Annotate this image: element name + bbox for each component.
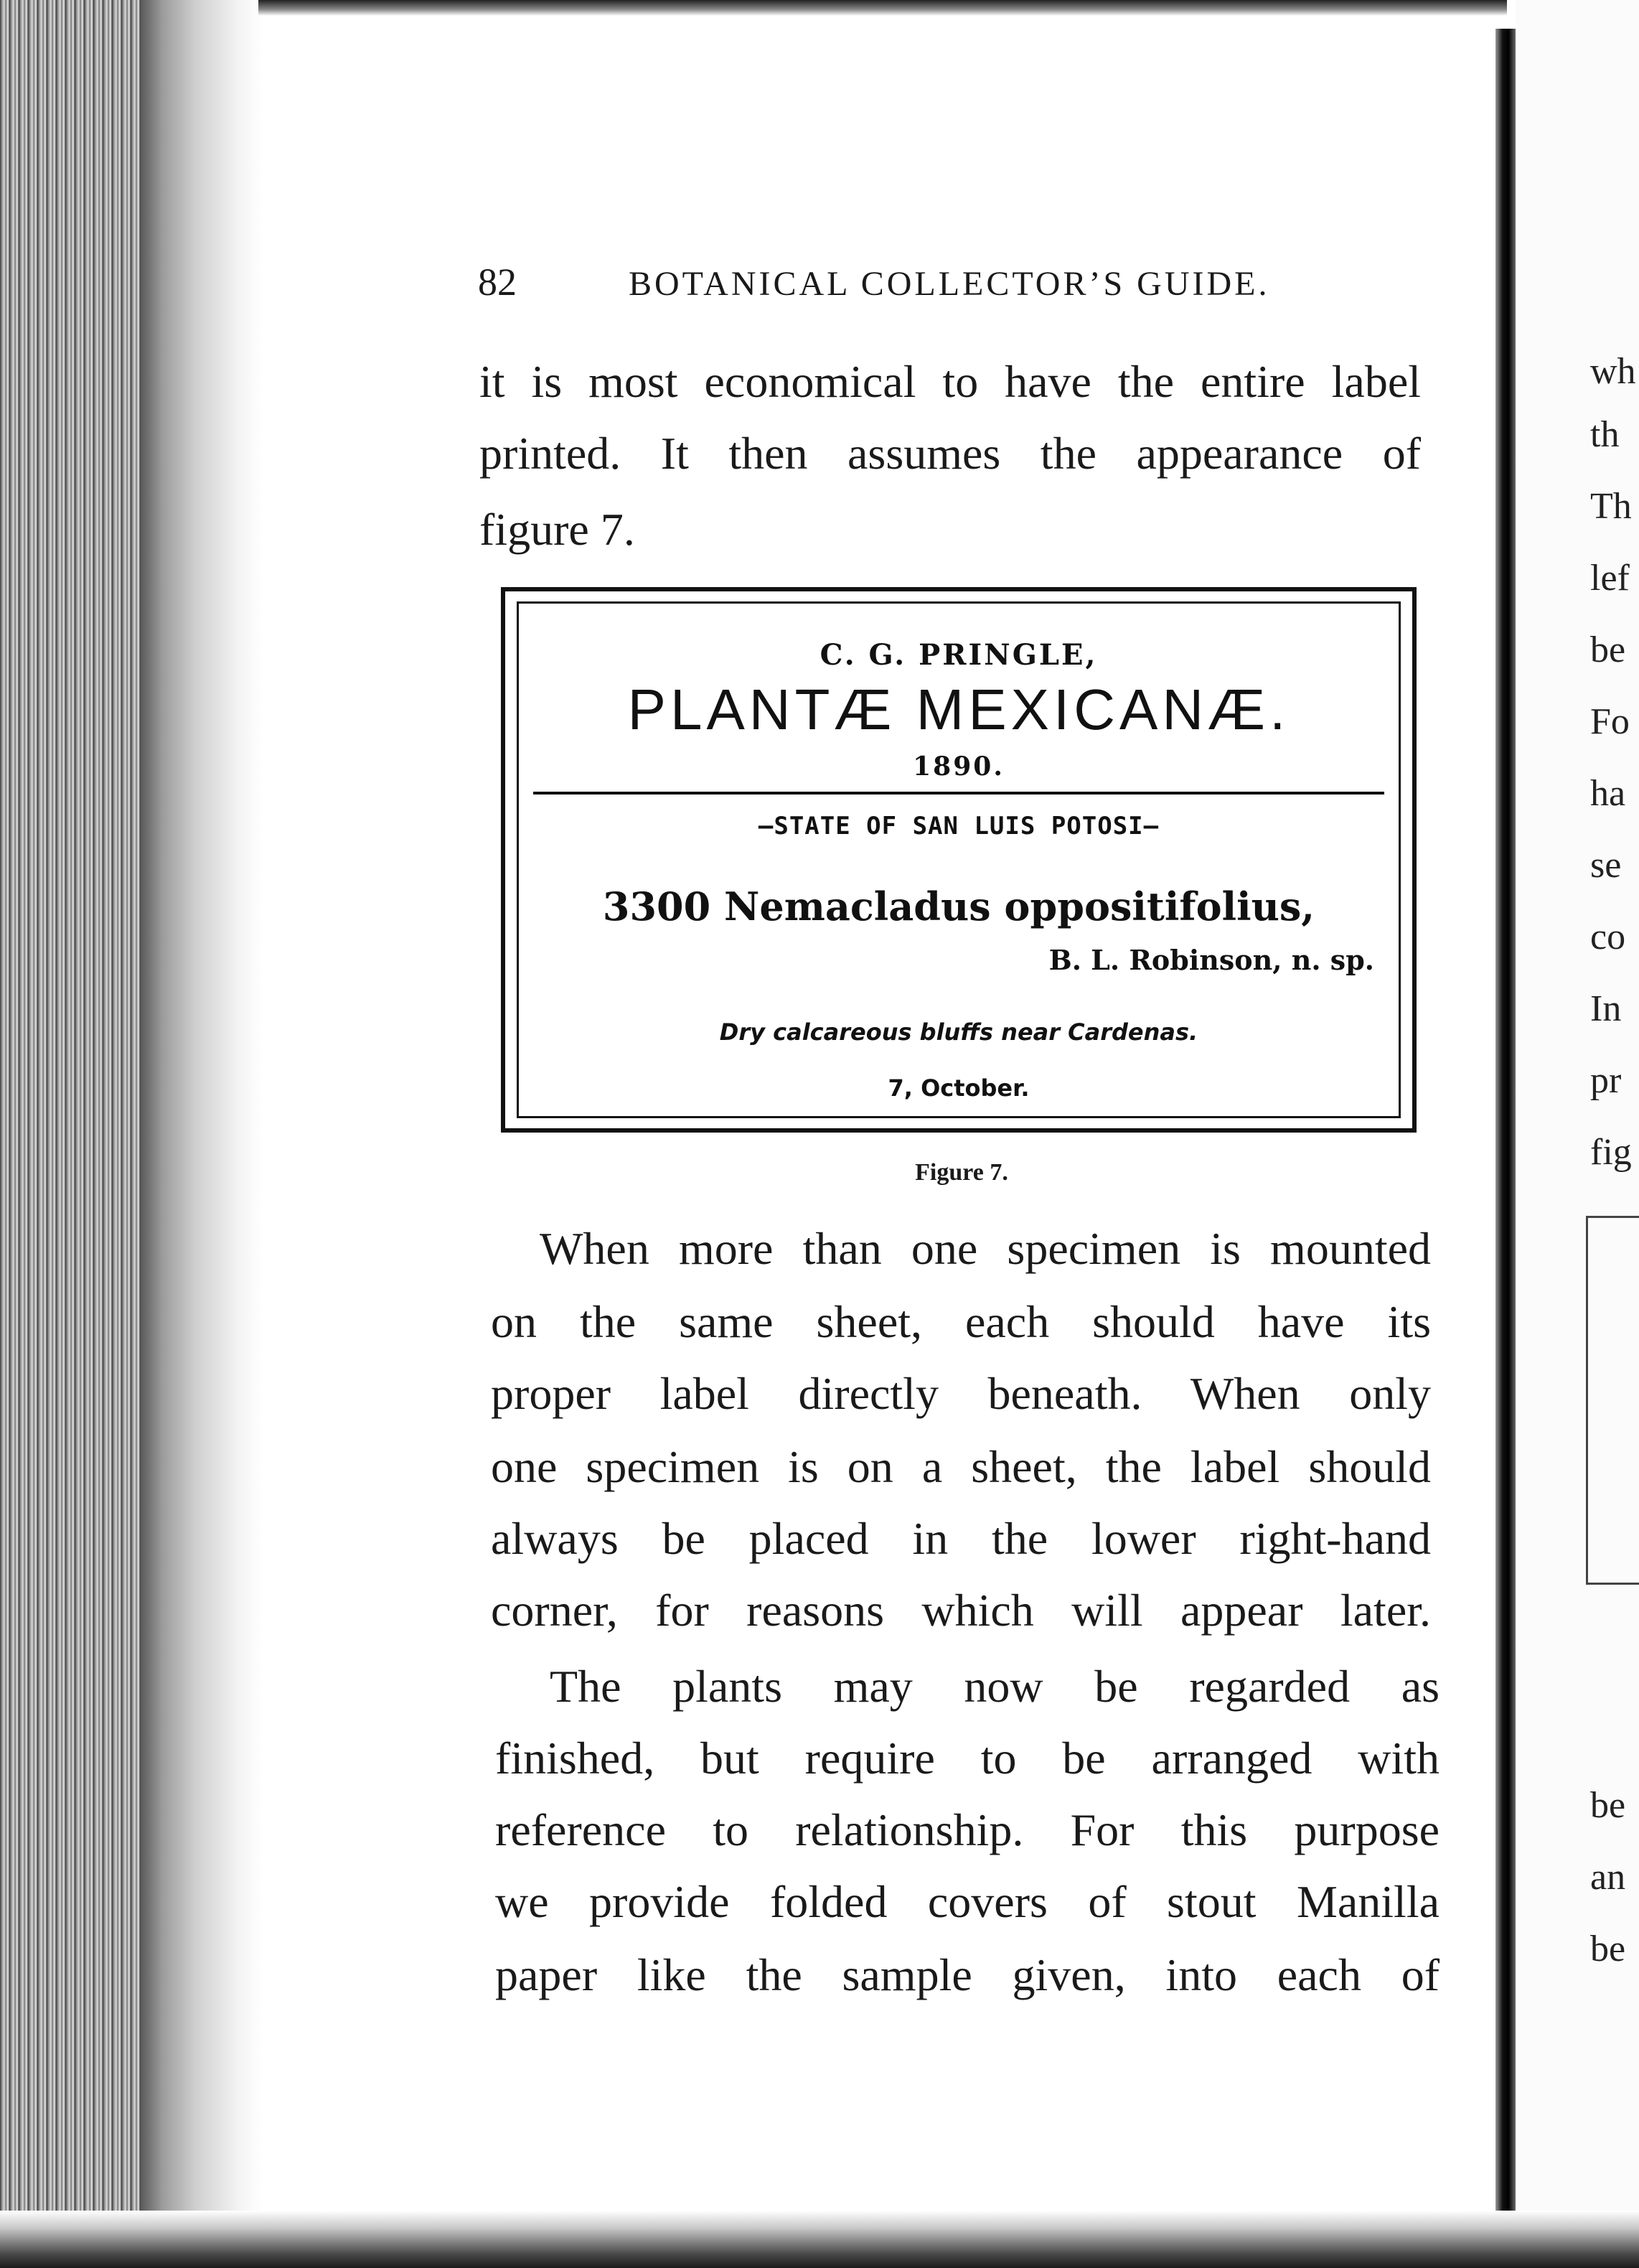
label-species: 3300 Nemacladus oppositifolius, xyxy=(602,884,1315,929)
page-shadow xyxy=(141,0,263,2268)
label-state: –STATE OF SAN LUIS POTOSI– xyxy=(758,812,1160,840)
facing-page-fragment: fig xyxy=(1590,1132,1632,1173)
body-text-line: reference to relationship. For this purpose xyxy=(495,1804,1440,1855)
body-text-line: finished, but require to be arranged with xyxy=(495,1733,1440,1784)
body-text-line: it is most economical to have the entire label xyxy=(479,356,1421,407)
body-text-line: one specimen is on a sheet, the label should xyxy=(491,1441,1431,1492)
page-number: 82 xyxy=(478,261,517,304)
label-collector: C. G. PRINGLE, xyxy=(820,638,1098,672)
label-author: B. L. Robinson, n. sp. xyxy=(1048,944,1374,976)
body-text-line: corner, for reasons which will appear later. xyxy=(491,1585,1431,1636)
running-title: BOTANICAL COLLECTOR’S GUIDE. xyxy=(629,265,1270,303)
facing-page xyxy=(1516,0,1639,2268)
bottom-scan-edge xyxy=(0,2211,1639,2268)
facing-page-fragment: wh xyxy=(1590,351,1636,392)
body-text-line: printed. It then assumes the appearance of xyxy=(479,428,1421,479)
facing-page-fragment: In xyxy=(1590,988,1622,1029)
facing-page-fragment: se xyxy=(1590,845,1622,886)
facing-page-figure-box xyxy=(1586,1216,1639,1585)
label-divider-rule xyxy=(533,792,1384,795)
label-year: 1890. xyxy=(913,751,1005,782)
body-text-line: paper like the sample given, into each of xyxy=(495,1949,1440,2000)
facing-page-fragment: co xyxy=(1590,917,1626,957)
herbarium-label-frame xyxy=(517,601,1401,1118)
facing-page-fragment: be xyxy=(1590,1929,1626,1969)
facing-page-fragment: ha xyxy=(1590,773,1626,814)
running-head xyxy=(478,260,1282,310)
book-edge-scan xyxy=(0,0,141,2268)
facing-page-fragment: Fo xyxy=(1590,701,1630,742)
facing-page-fragment: Th xyxy=(1590,486,1632,527)
body-text-line: The plants may now be regarded as xyxy=(550,1661,1440,1712)
facing-page-fragment: be xyxy=(1590,1785,1626,1826)
body-text-line: on the same sheet, each should have its xyxy=(491,1296,1431,1347)
label-date: 7, October. xyxy=(888,1074,1030,1102)
herbarium-label-figure xyxy=(501,587,1417,1133)
body-text-line: figure 7. xyxy=(479,504,635,555)
facing-page-fragment: lef xyxy=(1590,558,1630,599)
book-gutter xyxy=(1495,29,1516,2225)
facing-page-fragment: an xyxy=(1590,1857,1626,1898)
top-scan-edge xyxy=(258,0,1507,16)
facing-page-fragment: th xyxy=(1590,414,1620,455)
figure-caption: Figure 7. xyxy=(915,1159,1008,1186)
facing-page-fragment: be xyxy=(1590,629,1626,670)
body-text-line: we provide folded covers of stout Manilla xyxy=(495,1876,1440,1927)
body-text-line: always be placed in the lower right-hand xyxy=(491,1513,1431,1564)
body-text-line: When more than one specimen is mounted xyxy=(540,1223,1431,1274)
body-text-line: proper label directly beneath. When only xyxy=(491,1368,1431,1419)
label-locality: Dry calcareous bluffs near Cardenas. xyxy=(719,1018,1198,1046)
facing-page-fragment: pr xyxy=(1590,1060,1622,1101)
label-series-title: PLANTÆ MEXICANÆ. xyxy=(627,678,1290,741)
